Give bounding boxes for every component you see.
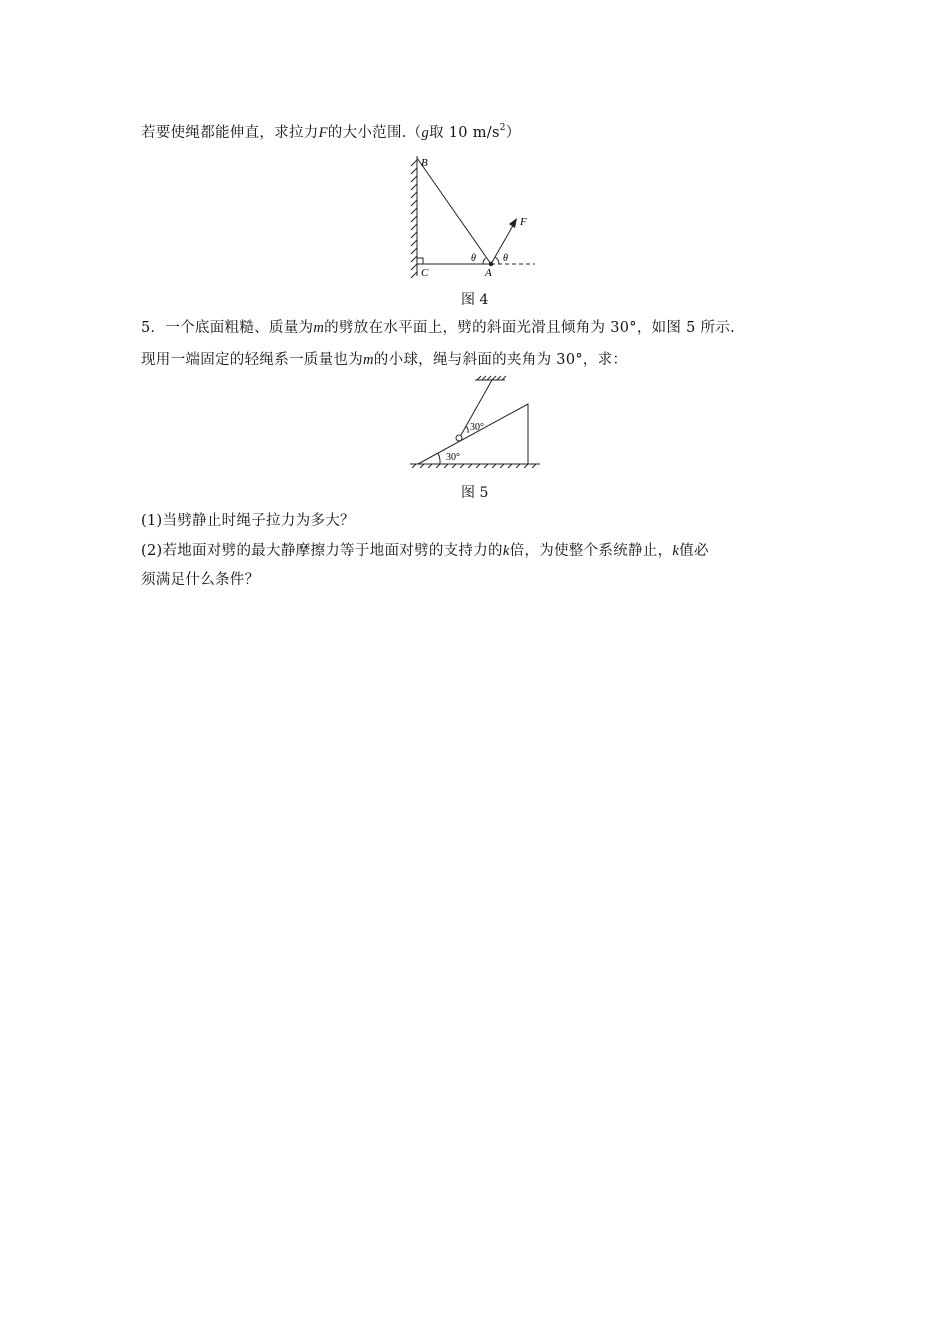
sub2-var-k1: k <box>502 543 510 559</box>
fig4-label-A: A <box>485 267 492 279</box>
figure5-caption: 图 5 <box>461 485 489 501</box>
fig5-rope-angle-arc <box>466 426 468 433</box>
q4-var-g: g <box>421 125 430 141</box>
sub2-line-2 <box>141 570 259 590</box>
q4-text-d: ） <box>505 125 521 141</box>
q5-var-m1: m <box>313 320 325 336</box>
fig4-label-C: C <box>421 267 429 279</box>
fig4-rope-BA <box>417 158 491 264</box>
sub2-text-d: 须满足什么条件？ <box>141 572 260 588</box>
sub1-line <box>141 511 355 531</box>
sub2-text-c: 值必 <box>679 543 709 559</box>
sub2-var-k2: k <box>672 543 680 559</box>
figure4-diagram <box>405 152 545 282</box>
q5-text-a: 5．一个底面粗糙、质量为 <box>141 320 314 336</box>
figure4-caption: 图 4 <box>461 292 489 308</box>
sub2-text-a: (2)若地面对劈的最大静摩擦力等于地面对劈的支持力的 <box>141 543 503 559</box>
fig4-right-angle-mark <box>417 258 423 264</box>
fig4-arrowhead <box>509 218 517 228</box>
q4-text-a: 若要使绳都能伸直，求拉力 <box>141 125 319 141</box>
fig4-label-B: B <box>421 157 428 169</box>
q4-superscript: 2 <box>499 123 506 134</box>
fig4-label-F: F <box>520 216 527 228</box>
q5-line-2 <box>141 350 627 370</box>
fig4-point-A <box>489 262 493 266</box>
fig4-wall-hatch <box>411 160 417 278</box>
fig4-label-theta-right: θ <box>503 253 508 264</box>
q5-text-b: 的劈放在水平面上，劈的斜面光滑且倾角为 30°，如图 5 所示. <box>324 320 736 336</box>
fig4-theta-arc-right <box>495 257 499 264</box>
fig5-ceiling-hatch <box>477 376 506 380</box>
fig5-base-angle-arc <box>438 453 440 464</box>
sub2-line-1 <box>141 541 709 561</box>
fig5-label-rope-angle: 30° <box>470 422 484 433</box>
fig5-ground-hatch <box>412 464 536 468</box>
fig4-label-theta-left: θ <box>471 253 476 264</box>
q5-text-d: 的小球，绳与斜面的夹角为 30°，求： <box>373 352 628 368</box>
sub2-text-b: 倍，为使整个系统静止， <box>509 543 673 559</box>
figure5-diagram <box>410 374 550 469</box>
q5-line-1 <box>141 318 735 338</box>
q4-text-b: 的大小范围.（ <box>327 125 422 141</box>
q4-var-F: F <box>318 125 328 141</box>
sub1-text: (1)当劈静止时绳子拉力为多大？ <box>141 513 355 529</box>
q4-text-c: 取 10 m/s <box>429 125 500 141</box>
fig4-theta-arc-left <box>483 258 486 264</box>
fig5-label-base-angle: 30° <box>446 452 460 463</box>
q5-text-c: 现用一端固定的轻绳系一质量也为 <box>141 352 363 368</box>
q4-text-line <box>141 123 521 143</box>
fig5-ball <box>456 435 462 441</box>
q5-var-m2: m <box>363 352 374 368</box>
